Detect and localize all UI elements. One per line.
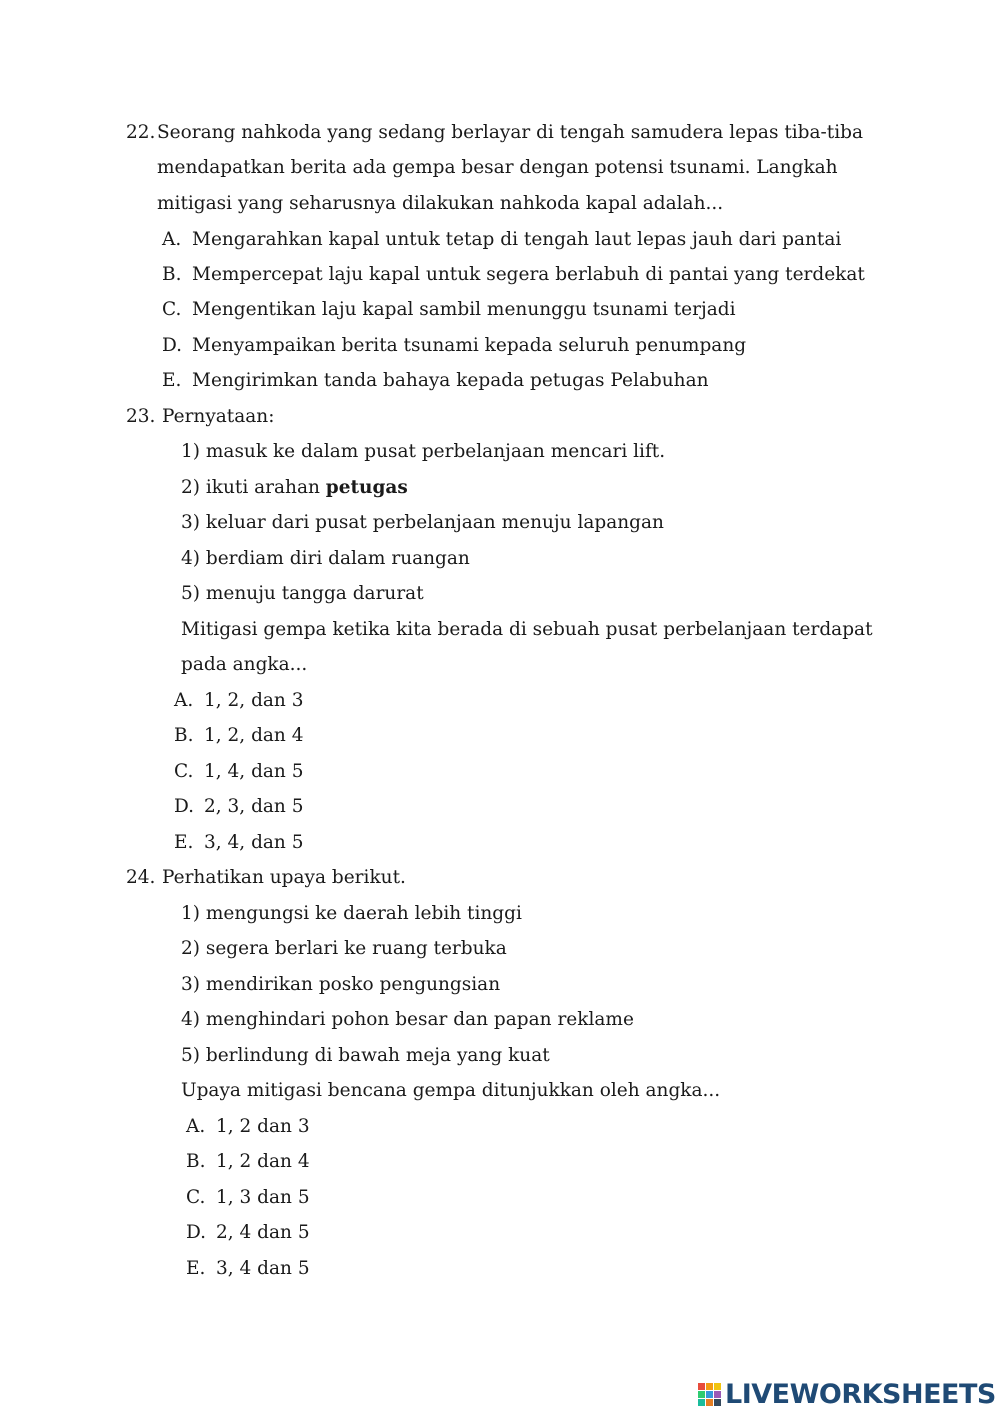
q23-statement-1: 1) masuk ke dalam pusat perbelanjaan mencari lift. [181, 441, 666, 462]
option-letter: D. [186, 1222, 207, 1243]
q22-stem-line-3: mitigasi yang seharusnya dilakukan nahkoda kapal adalah... [157, 193, 724, 214]
q23-option-a[interactable] [174, 689, 304, 713]
option-text: 1, 2, dan 4 [204, 725, 304, 746]
option-letter: B. [186, 1151, 206, 1172]
q24-statement-1: 1) mengungsi ke daerah lebih tinggi [181, 903, 522, 924]
option-letter: B. [162, 264, 182, 285]
option-text: Menyampaikan berita tsunami kepada seluruh penumpang [192, 335, 747, 356]
option-letter: E. [162, 370, 182, 391]
q24-title: Perhatikan upaya berikut. [162, 867, 406, 888]
option-letter: B. [174, 725, 194, 746]
option-letter: D. [174, 796, 195, 817]
q23-statement-3: 3) keluar dari pusat perbelanjaan menuju lapangan [181, 512, 664, 533]
option-letter: A. [162, 229, 182, 250]
option-text: Mengirimkan tanda bahaya kepada petugas Pelabuhan [192, 370, 709, 391]
option-text: 1, 2, dan 3 [204, 690, 304, 711]
q24-option-d[interactable] [186, 1221, 310, 1245]
logo-text: LIVEWORKSHEETS [725, 1378, 996, 1410]
option-letter: A. [186, 1116, 206, 1137]
option-letter: C. [162, 299, 182, 320]
logo-square [706, 1391, 713, 1398]
q24-prompt: Upaya mitigasi bencana gempa ditunjukkan oleh angka... [181, 1080, 721, 1101]
q23-number: 23. [126, 406, 156, 427]
q23-prompt-line-2: pada angka... [181, 654, 308, 675]
q24-statement-2: 2) segera berlari ke ruang terbuka [181, 938, 507, 959]
statement-text: 2) ikuti arahan [181, 477, 326, 498]
option-letter: A. [174, 690, 194, 711]
option-text: Mengentikan laju kapal sambil menunggu tsunami terjadi [192, 299, 736, 320]
option-text: 3, 4, dan 5 [204, 832, 304, 853]
q22-option-c[interactable] [162, 298, 736, 322]
q22-option-e[interactable] [162, 369, 709, 393]
q24-statement-4: 4) menghindari pohon besar dan papan reklame [181, 1009, 634, 1030]
option-text: 1, 2 dan 4 [216, 1151, 310, 1172]
option-letter: E. [174, 832, 194, 853]
q22-option-b[interactable] [162, 263, 865, 287]
liveworksheets-logo [698, 1378, 996, 1410]
q22-number: 22. [126, 122, 156, 143]
q23-option-e[interactable] [174, 831, 304, 855]
q24-option-a[interactable] [186, 1115, 310, 1139]
option-letter: C. [174, 761, 194, 782]
logo-square [706, 1383, 713, 1390]
q23-option-d[interactable] [174, 795, 304, 819]
q23-statement-5: 5) menuju tangga darurat [181, 583, 424, 604]
option-text: 1, 4, dan 5 [204, 761, 304, 782]
q24-statement-3: 3) mendirikan posko pengungsian [181, 974, 501, 995]
q23-title: Pernyataan: [162, 406, 275, 427]
option-letter: C. [186, 1187, 206, 1208]
option-text: 3, 4 dan 5 [216, 1258, 310, 1279]
q24-option-b[interactable] [186, 1150, 310, 1174]
q22-stem-line-2: mendapatkan berita ada gempa besar dengan potensi tsunami. Langkah [157, 157, 838, 178]
q23-option-c[interactable] [174, 760, 304, 784]
q24-number: 24. [126, 867, 156, 888]
q23-statement-4: 4) berdiam diri dalam ruangan [181, 548, 470, 569]
option-letter: D. [162, 335, 183, 356]
logo-square [698, 1383, 705, 1390]
option-text: Mempercepat laju kapal untuk segera berlabuh di pantai yang terdekat [192, 264, 865, 285]
q23-statement-2 [181, 476, 408, 500]
option-text: Mengarahkan kapal untuk tetap di tengah laut lepas jauh dari pantai [192, 229, 842, 250]
option-text: 2, 3, dan 5 [204, 796, 304, 817]
option-letter: E. [186, 1258, 206, 1279]
statement-bold-text: petugas [325, 477, 408, 498]
q24-option-c[interactable] [186, 1186, 310, 1210]
logo-square [698, 1391, 705, 1398]
q23-prompt-line-1: Mitigasi gempa ketika kita berada di sebuah pusat perbelanjaan terdapat [181, 619, 873, 640]
q22-option-a[interactable] [162, 228, 841, 252]
q24-statement-5: 5) berlindung di bawah meja yang kuat [181, 1045, 550, 1066]
option-text: 1, 3 dan 5 [216, 1187, 310, 1208]
logo-grid-icon [698, 1383, 721, 1406]
logo-square [714, 1383, 721, 1390]
option-text: 1, 2 dan 3 [216, 1116, 310, 1137]
q22-option-d[interactable] [162, 334, 746, 358]
q22-stem-line-1: Seorang nahkoda yang sedang berlayar di tengah samudera lepas tiba-tiba [157, 122, 864, 143]
logo-square [698, 1399, 705, 1406]
logo-square [714, 1399, 721, 1406]
logo-square [706, 1399, 713, 1406]
q24-option-e[interactable] [186, 1257, 310, 1281]
logo-square [714, 1391, 721, 1398]
q23-option-b[interactable] [174, 724, 304, 748]
option-text: 2, 4 dan 5 [216, 1222, 310, 1243]
